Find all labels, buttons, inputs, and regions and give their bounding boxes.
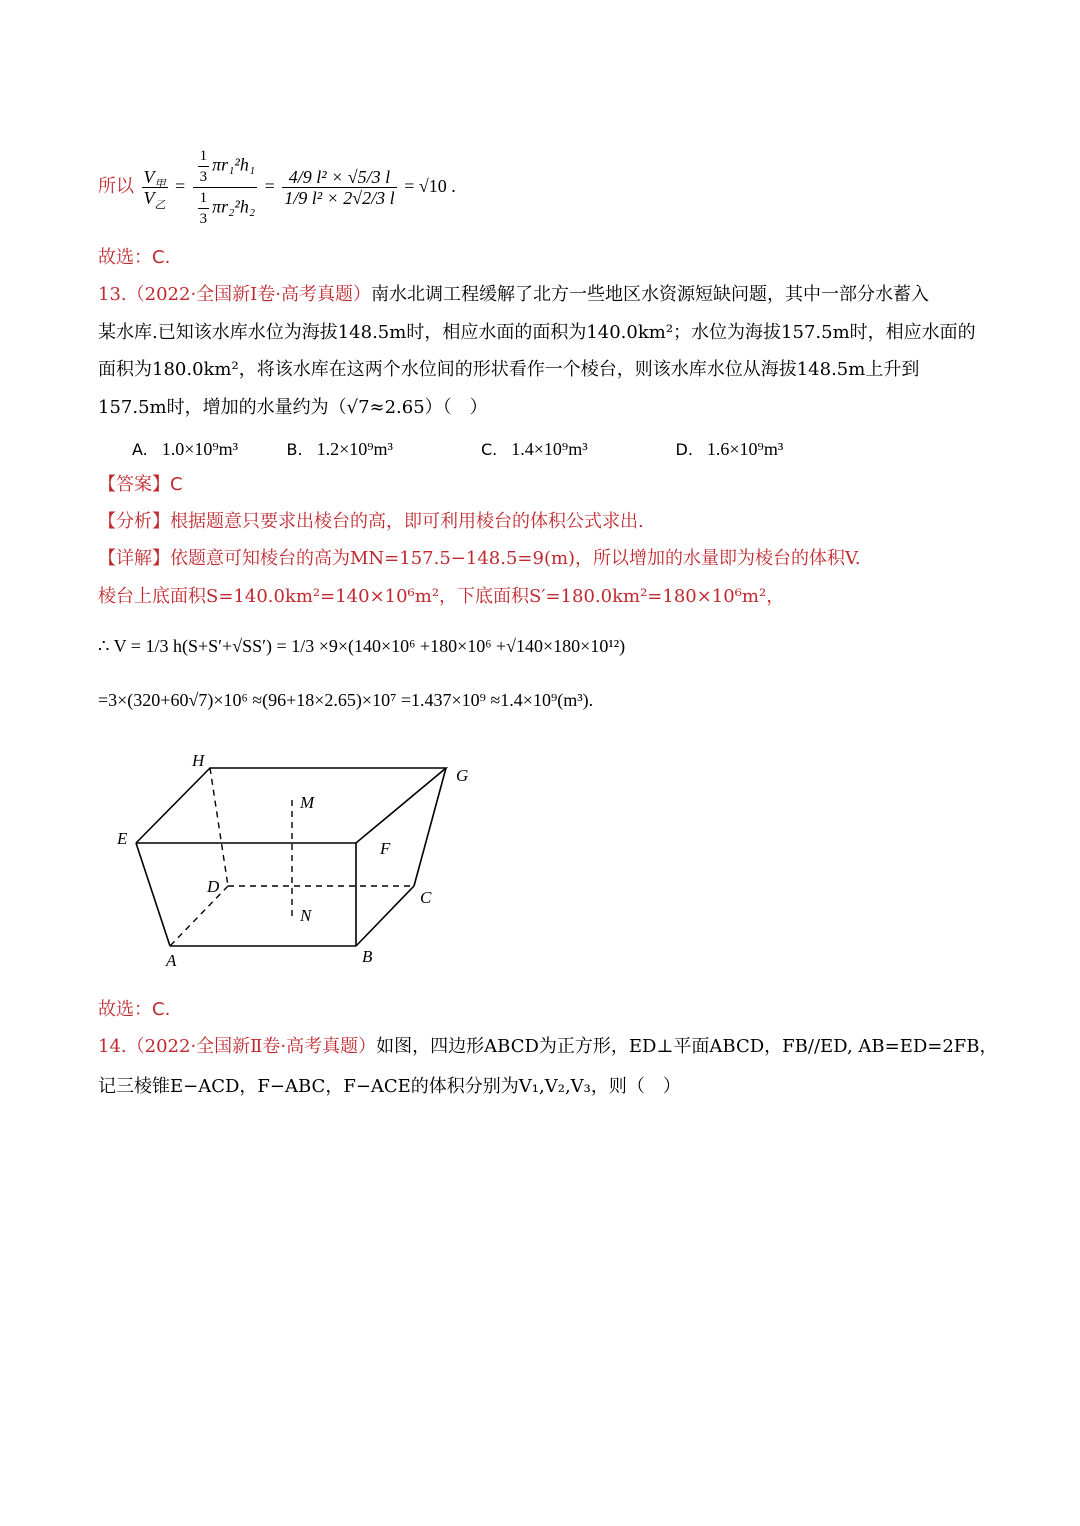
frustum-figure [110,748,490,978]
q13-number: 13. [98,284,127,305]
label-g: G [456,766,469,785]
volume-ratio-formula: 所以 $\frac{V_甲}{V_乙}$ = $\frac{1}{3}$ πr₁²h₁ $\frac{1}{3}$ πr₂²h₂ = $\frac{\text{4/9 l² × √5/3 l}}{\text{1/9 l² × 2√2/3 l}}$ = √10 . [98,148,456,228]
cone-volume-fraction: $\frac{1}{3}$ πr₁²h₁ $\frac{1}{3}$ πr₂²h₂ [193,146,257,229]
q14-source: （2022·全国新Ⅱ卷·高考真题） [126,1036,377,1057]
edge-ea [136,843,170,946]
q13-line-2: 某水库.已知该水库水位为海拔148.5m时，相应水面的面积为140.0km²；水位为海拔157.5m时，相应水面的 [98,322,976,343]
formula-prefix: 所以 [98,176,134,196]
option-a[interactable]: A. 1.0×10⁹m³ [132,439,239,459]
label-m: M [300,793,315,812]
ratio-result: √10 [418,176,447,196]
label-h: H [192,751,205,770]
q13-area-line: 棱台上底面积S=140.0km²=140×10⁶m²，下底面积S′=180.0km²=180×10⁶m²， [98,586,785,607]
ratio-fraction: $\frac{V_甲}{V_乙}$ [143,167,166,212]
q14-line-2: 记三棱锥E−ACD，F−ABC，F−ACE的体积分别为V₁,V₂,V₃，则（ ） [98,1076,681,1097]
option-c[interactable]: C. 1.4×10⁹m³ [481,439,588,459]
edge-hd-hidden [210,768,228,886]
q13-line-4: 157.5m时，增加的水量约为（√7≈2.65）（ ） [98,397,488,418]
label-d: D [207,877,220,896]
q13-analysis: 【分析】根据题意只要求出棱台的高，即可利用棱台的体积公式求出. [98,511,644,532]
q12-answer: 故选：C. [98,247,171,268]
q13-final-answer: 故选：C. [98,999,171,1020]
label-f: F [380,839,391,858]
top-face-edge [136,768,446,843]
label-a: A [166,951,177,970]
q13-options [132,437,783,462]
q13-line-3: 面积为180.0km²，将该水库在这两个水位间的形状看作一个棱台，则该水库水位从海拔148.5m上升到 [98,359,920,380]
option-b[interactable]: B. 1.2×10⁹m³ [286,439,393,459]
q13-line-1: 13.（2022·全国新Ⅰ卷·高考真题）南水北调工程缓解了北方一些地区水资源短缺问题，其中一部分水蓄入 [98,284,930,305]
option-d[interactable]: D. 1.6×10⁹m³ [675,439,784,459]
label-n: N [300,906,312,925]
q13-source: （2022·全国新Ⅰ卷·高考真题） [126,284,372,305]
q13-detail: 【详解】依题意可知棱台的高为MN=157.5−148.5=9(m)，所以增加的水量即为棱台的体积V. [98,548,861,569]
label-e: E [117,829,128,848]
label-c: C [420,888,432,907]
edge-da-hidden [170,886,228,946]
q13-answer: 【答案】C [98,474,183,495]
label-b: B [362,947,373,966]
length-fraction: $\frac{\text{4/9 l² × √5/3 l}}{\text{1/9 l² × 2√2/3 l}}$ [284,167,395,209]
q14-line-1: 14.（2022·全国新Ⅱ卷·高考真题）如图，四边形ABCD为正方形，ED⊥平面ABCD，FB//ED, AB=ED=2FB， [98,1036,998,1057]
edge-gc [414,768,446,886]
q13-volume-formula: ∴ V = 1/3 h(S+S′+√SS′) = 1/3 ×9×(140×10⁶ +180×10⁶ +√140×180×10¹²) [98,636,626,656]
q13-result-formula: =3×(320+60√7)×10⁶ ≈(96+18×2.65)×10⁷ =1.437×10⁹ ≈1.4×10⁹(m³). [98,690,594,710]
q14-number: 14. [98,1036,127,1057]
edge-bc [356,886,414,946]
